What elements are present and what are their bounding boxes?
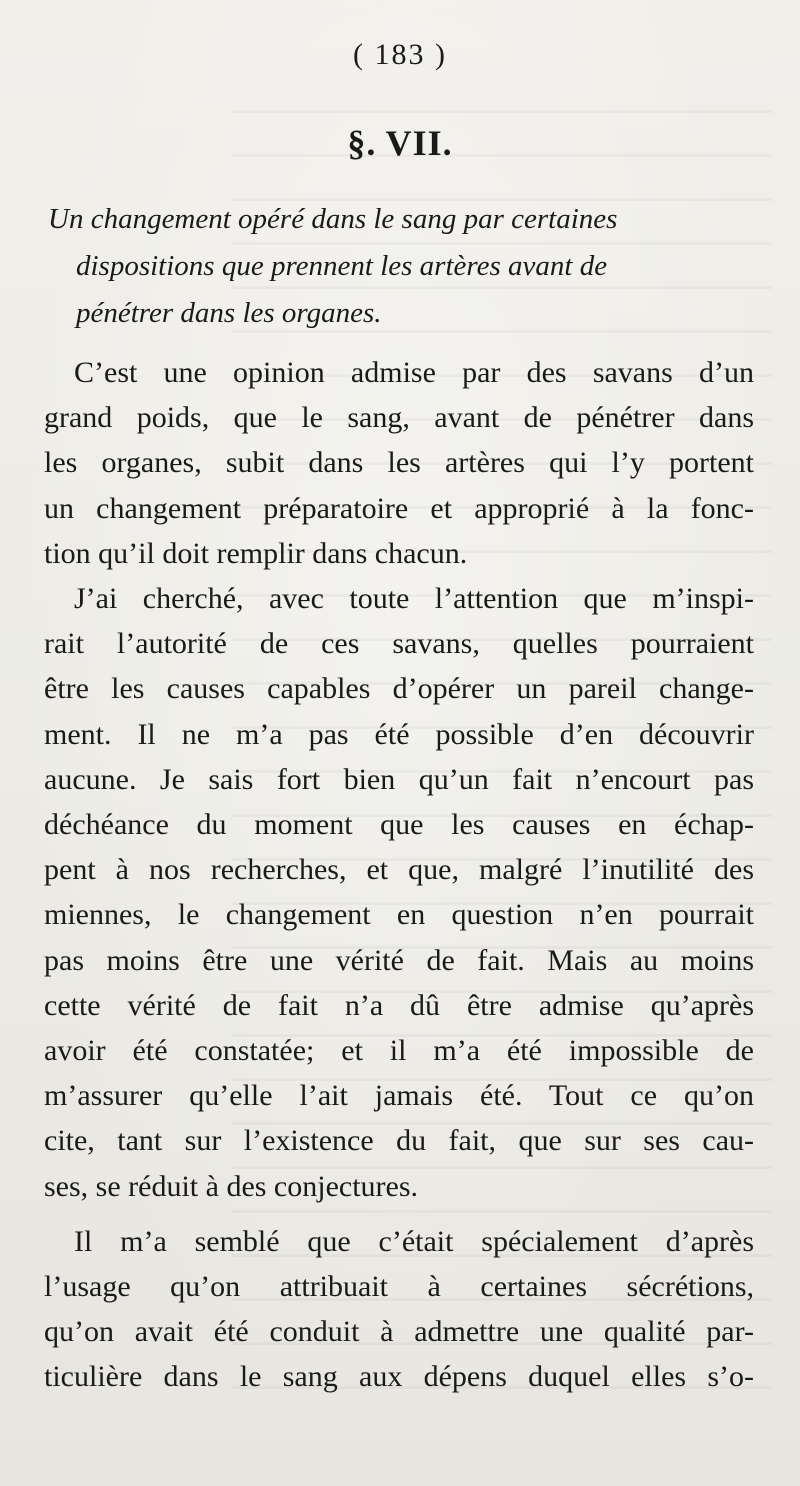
text-line: un changement préparatoire et approprié à la fonc- [44, 491, 754, 525]
text-line: rait l’autorité de ces savans, quelles pourraient [44, 627, 754, 661]
text-line: l’usage qu’on attribuait à certaines sécrétions, [44, 1270, 754, 1304]
text-line: cette vérité de fait n’a dû être admise qu’après [44, 988, 754, 1022]
section-title-line: dispositions que prennent les artères avant de [76, 250, 608, 282]
body-text [44, 350, 754, 1400]
text-line: ses, se réduit à des conjectures. [44, 1169, 419, 1203]
text-line: déchéance du moment que les causes en échap- [44, 808, 754, 842]
text-line: J’ai cherché, avec toute l’attention que m’inspi- [74, 582, 754, 616]
text-line: qu’on avait été conduit à admettre une qualité par- [44, 1315, 754, 1349]
text-line: avoir été constatée; et il m’a été impossible de [44, 1034, 754, 1068]
section-title-line: Un changement opéré dans le sang par certaines [48, 203, 618, 235]
text-line: m’assurer qu’elle l’ait jamais été. Tout ce qu’on [44, 1079, 754, 1113]
text-line: ment. Il ne m’a pas été possible d’en découvrir [44, 717, 754, 751]
text-line: ticulière dans le sang aux dépens duquel elles s’o- [44, 1360, 754, 1394]
text-line: aucune. Je sais fort bien qu’un fait n’encourt pas [44, 762, 754, 796]
text-line: miennes, le changement en question n’en pourrait [44, 898, 754, 932]
page-number: ( 183 ) [353, 38, 447, 71]
text-line: pas moins être une vérité de fait. Mais au moins [44, 943, 754, 977]
text-line: C’est une opinion admise par des savans d’un [74, 356, 754, 389]
text-line: pent à nos recherches, et que, malgré l’inutilité des [44, 853, 754, 887]
section-heading: §. VII. [347, 123, 453, 163]
section-title [48, 196, 748, 337]
text-line: les organes, subit dans les artères qui l’y portent [44, 446, 754, 480]
text-line: cite, tant sur l’existence du fait, que sur ses cau- [44, 1124, 754, 1158]
text-line: tion qu’il doit remplir dans chacun. [44, 536, 468, 570]
text-line: grand poids, que le sang, avant de pénétrer dans [44, 401, 754, 435]
text-line: être les causes capables d’opérer un pareil change- [44, 672, 754, 706]
paragraph [44, 1219, 754, 1400]
paragraph [44, 576, 754, 1209]
paragraph [44, 350, 754, 576]
text-line: Il m’a semblé que c’était spécialement d’après [74, 1224, 754, 1258]
section-title-line: pénétrer dans les organes. [76, 297, 382, 329]
